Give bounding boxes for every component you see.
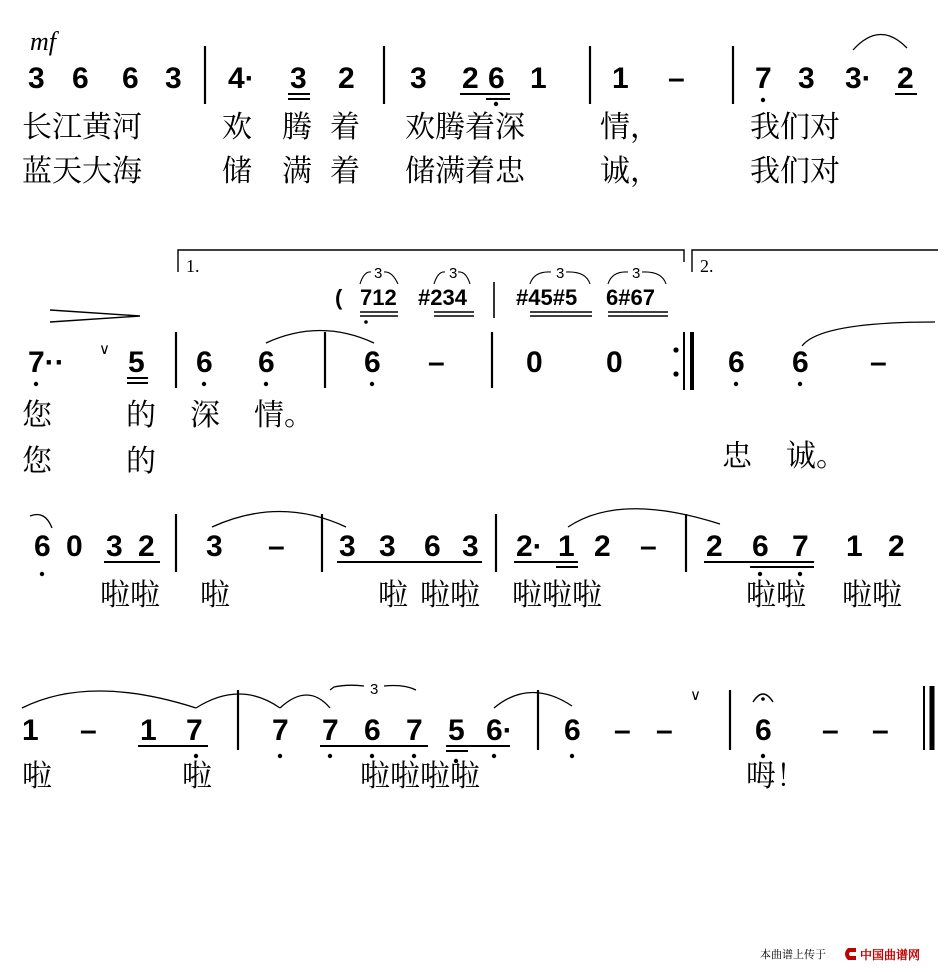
line2-octave-dots	[34, 382, 802, 386]
dynamic-mf: mf	[30, 27, 56, 56]
note: 6	[34, 530, 51, 563]
note: –	[872, 714, 889, 747]
note: 6	[196, 346, 213, 379]
note: 3	[28, 62, 45, 95]
second-ending-label: 2.	[700, 256, 714, 276]
lyric: 啦啦	[420, 578, 480, 613]
line1-lyrics-verse1	[22, 110, 840, 145]
lyric: 蓝天大海	[22, 154, 142, 189]
triplet-mark: 3	[449, 265, 458, 282]
lyric: 着	[330, 110, 360, 145]
line3-octave-dots	[40, 572, 802, 576]
line3-lyrics	[100, 578, 902, 613]
note: 0	[66, 530, 83, 563]
line3-slurs	[30, 509, 720, 528]
note: 6	[564, 714, 581, 747]
note: –	[656, 714, 673, 747]
note: 3	[798, 62, 815, 95]
lyric: 满	[282, 154, 312, 189]
grace-underlines	[360, 312, 668, 316]
line4-underlines	[138, 746, 510, 751]
note: 6	[72, 62, 89, 95]
note: –	[870, 346, 887, 379]
line2-lyrics-verse1	[22, 398, 314, 433]
note: 1	[846, 530, 863, 563]
note: 3	[410, 62, 427, 95]
triplet-mark: 3	[370, 681, 379, 698]
lyric: 欢	[222, 110, 252, 145]
triplet-mark: 3	[632, 265, 641, 282]
lyric: 啦	[22, 759, 52, 794]
note: 2	[706, 530, 723, 563]
lyric: 情，	[600, 110, 660, 145]
note: 2	[594, 530, 611, 563]
note: 3	[106, 530, 123, 563]
lyric: 忠	[722, 439, 752, 474]
note: –	[668, 62, 685, 95]
line4-lyrics	[22, 759, 806, 794]
note: 2	[888, 530, 905, 563]
grace-group: 712	[360, 285, 397, 310]
breath-mark: ∨	[690, 687, 701, 704]
lyric: 您	[22, 444, 52, 479]
lyric: 情。	[254, 398, 314, 433]
note: 2	[138, 530, 155, 563]
lyric: 啦啦	[842, 578, 902, 613]
note: 6	[488, 62, 505, 95]
lyric: 您	[22, 398, 52, 433]
note: 6	[258, 346, 275, 379]
lyric: 长江黄河	[22, 110, 142, 145]
note: –	[640, 530, 657, 563]
note: 6	[364, 346, 381, 379]
note: 1	[530, 62, 547, 95]
lyric: 啦	[378, 578, 408, 613]
grace-group: #45#5	[516, 285, 578, 310]
note: 7	[406, 714, 423, 747]
lyric: 诚，	[600, 154, 660, 189]
lyric: 啦啦啦	[512, 578, 602, 613]
note: –	[268, 530, 285, 563]
decrescendo-hairpin	[50, 310, 140, 322]
note: 5	[128, 346, 145, 379]
note: 1	[558, 530, 575, 563]
lyric: 啦啦	[100, 578, 160, 613]
paren-open: (	[335, 285, 343, 310]
lyric: 储	[222, 154, 252, 189]
note: 2	[338, 62, 355, 95]
note: 6·	[486, 714, 513, 747]
note: 7	[272, 714, 289, 747]
lyric: 啦	[200, 578, 230, 613]
note: 6	[728, 346, 745, 379]
line3-notes	[34, 530, 905, 563]
note: 6	[364, 714, 381, 747]
line2-notes	[28, 341, 887, 379]
note: 2	[897, 62, 914, 95]
fermata	[753, 694, 773, 702]
note: 6	[122, 62, 139, 95]
note: 7	[792, 530, 809, 563]
lyric: 啦啦啦啦	[360, 759, 480, 794]
triplet-mark: 3	[556, 265, 565, 282]
note: 6	[752, 530, 769, 563]
lyric: 啦	[182, 759, 212, 794]
line4-slurs	[22, 685, 572, 708]
line1-octave-dots	[494, 98, 765, 106]
note: 3	[339, 530, 356, 563]
note: 1	[22, 714, 39, 747]
lyric: 我们对	[750, 110, 840, 145]
grace-group: 6#67	[606, 285, 655, 310]
line1-lyrics-verse2	[22, 154, 840, 189]
lyric: 诚。	[786, 439, 846, 474]
triplet-mark: 3	[374, 265, 383, 282]
note: 2·	[516, 530, 543, 563]
note: 7	[755, 62, 772, 95]
lyric: 啦啦	[746, 578, 806, 613]
note: –	[822, 714, 839, 747]
note: 3	[290, 62, 307, 95]
note: 0	[606, 346, 623, 379]
line2-underlines	[127, 378, 148, 383]
small-grace-groups	[360, 285, 655, 310]
lyric: 着	[330, 154, 360, 189]
note: 2	[462, 62, 479, 95]
site-logo-icon	[845, 948, 856, 960]
slur-arc	[266, 331, 374, 344]
note: 7	[186, 714, 203, 747]
line1-notes	[28, 62, 914, 95]
note: 3	[379, 530, 396, 563]
note: 0	[526, 346, 543, 379]
note: 5	[448, 714, 465, 747]
lyric: 呣！	[746, 759, 806, 794]
upload-credit: 本曲谱上传于	[760, 948, 826, 961]
note: 3	[462, 530, 479, 563]
lyric: 的	[126, 398, 156, 433]
note: 3	[206, 530, 223, 563]
note: 7··	[28, 346, 65, 379]
note: 3	[165, 62, 182, 95]
lyric: 的	[126, 444, 156, 479]
triplet-brackets	[360, 272, 666, 284]
octave-dot	[364, 320, 368, 324]
note: 6	[755, 714, 772, 747]
note: –	[80, 714, 97, 747]
line1-underlines	[288, 94, 917, 99]
breath-mark: ∨	[99, 341, 110, 358]
slur-arc	[853, 34, 907, 50]
note: 1	[140, 714, 157, 747]
note: –	[428, 346, 445, 379]
repeat-end-barline	[673, 332, 692, 390]
note: –	[614, 714, 631, 747]
lyric: 腾	[282, 110, 312, 145]
note: 6	[424, 530, 441, 563]
site-logo-text: 中国曲谱网	[860, 948, 921, 962]
note: 7	[322, 714, 339, 747]
lyric: 储满着忠	[405, 154, 525, 189]
lyric: 欢腾着深	[405, 110, 525, 145]
final-barline	[924, 686, 932, 750]
note: 4·	[228, 62, 255, 95]
line2-lyrics-verse2	[22, 439, 846, 479]
lyric: 深	[190, 398, 220, 433]
grace-group: #234	[418, 285, 467, 310]
note: 6	[792, 346, 809, 379]
triplet-marks	[374, 265, 640, 282]
lyric: 我们对	[750, 154, 840, 189]
slur-arc	[802, 322, 935, 346]
first-ending-label: 1.	[186, 256, 200, 276]
note: 3·	[845, 62, 872, 95]
note: 1	[612, 62, 629, 95]
